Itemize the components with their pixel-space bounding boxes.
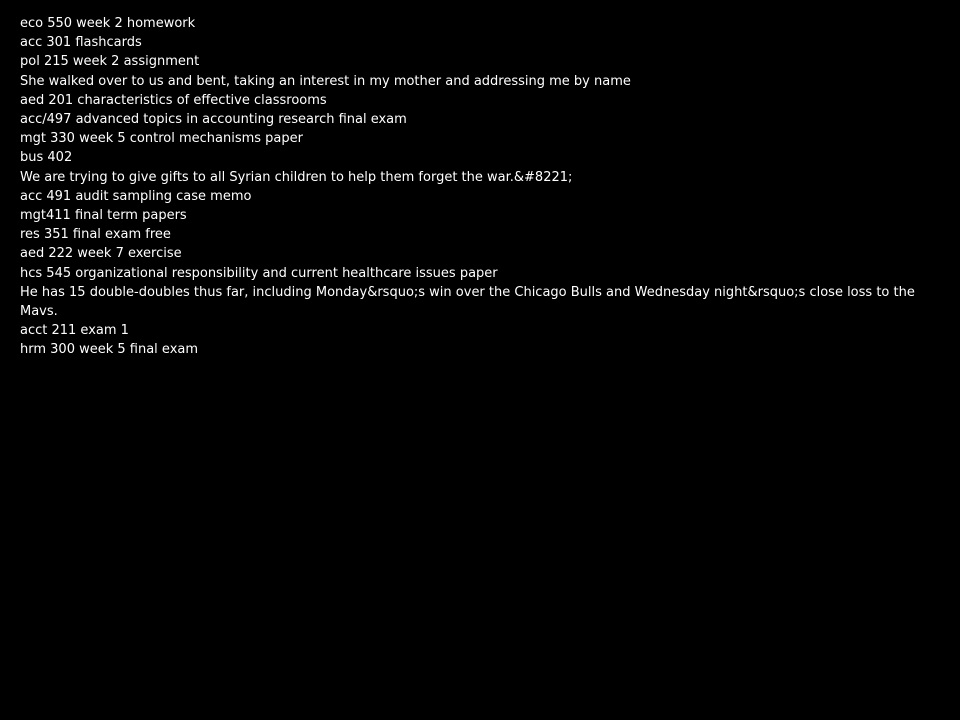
text-line: mgt411 final term papers	[20, 208, 187, 224]
text-line: eco 550 week 2 homework	[20, 16, 196, 31]
text-line: acc 301 flashcards	[20, 35, 142, 51]
text-line: acct 211 exam 1	[20, 323, 129, 339]
text-line: She walked over to us and bent, taking an interest in my mother and addressing me by name	[20, 73, 631, 89]
text-line: He has 15 double-doubles thus far, including Monday&rsquo;s win over the Chicago Bulls and Wednesday night&rsquo;s close loss to the Mavs.	[20, 284, 915, 320]
text-line: hrm 300 week 5 final exam	[20, 342, 199, 358]
text-line: We are trying to give gifts to all Syrian children to help them forget the war.&#8221;	[20, 169, 573, 185]
text-line: aed 201 characteristics of effective classrooms	[20, 92, 327, 108]
text-line: acc 491 audit sampling case memo	[20, 188, 252, 204]
text-line: res 351 final exam free	[20, 227, 171, 243]
text-line: mgt 330 week 5 control mechanisms paper	[20, 131, 303, 147]
text-list	[20, 14, 920, 360]
text-line: pol 215 week 2 assignment	[20, 54, 200, 70]
text-line: acc/497 advanced topics in accounting research final exam	[20, 112, 407, 128]
text-line: aed 222 week 7 exercise	[20, 246, 182, 262]
text-line: bus 402	[20, 150, 73, 166]
text-line: hcs 545 organizational responsibility and current healthcare issues paper	[20, 265, 498, 281]
